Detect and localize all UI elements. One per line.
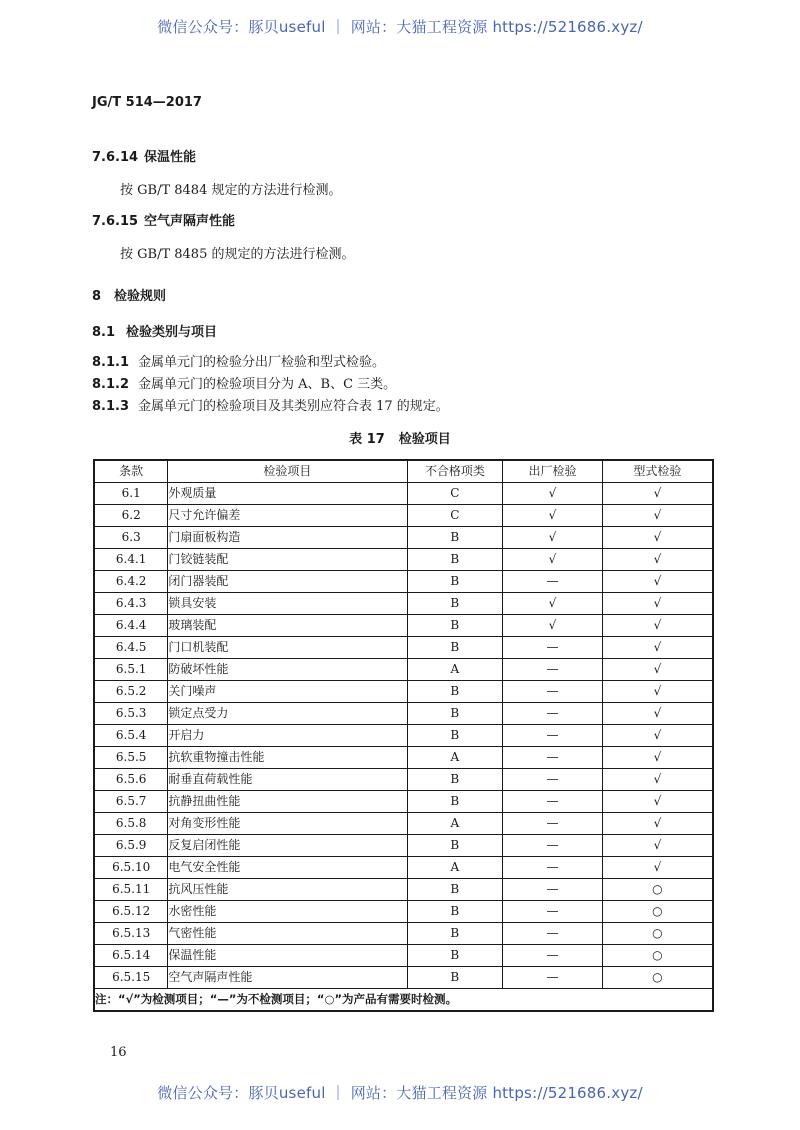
heading-8-1 bbox=[92, 321, 217, 340]
cell-item: 尺寸允许偏差 bbox=[168, 505, 407, 527]
cell-clause: 6.5.3 bbox=[94, 703, 168, 725]
cell-item: 外观质量 bbox=[168, 483, 407, 505]
cell-type-test: √ bbox=[602, 593, 713, 615]
table-row bbox=[94, 637, 713, 659]
heading-7-6-14 bbox=[92, 146, 196, 165]
table-row bbox=[94, 549, 713, 571]
cell-clause: 6.5.11 bbox=[94, 879, 168, 901]
cell-defect-class: B bbox=[407, 571, 503, 593]
cell-defect-class: B bbox=[407, 769, 503, 791]
cell-type-test: √ bbox=[602, 791, 713, 813]
cell-type-test: √ bbox=[602, 637, 713, 659]
header-factory-test: 出厂检验 bbox=[503, 460, 603, 483]
cell-defect-class: B bbox=[407, 615, 503, 637]
cell-factory-test: √ bbox=[503, 505, 603, 527]
cell-type-test: ○ bbox=[602, 967, 713, 989]
heading-number: 7.6.15 bbox=[92, 214, 139, 229]
cell-item: 抗静扭曲性能 bbox=[168, 791, 407, 813]
cell-type-test: √ bbox=[602, 505, 713, 527]
cell-defect-class: A bbox=[407, 747, 503, 769]
cell-type-test: ○ bbox=[602, 901, 713, 923]
cell-defect-class: B bbox=[407, 725, 503, 747]
table-row bbox=[94, 527, 713, 549]
cell-item: 闭门器装配 bbox=[168, 571, 407, 593]
cell-type-test: ○ bbox=[602, 923, 713, 945]
cell-clause: 6.5.2 bbox=[94, 681, 168, 703]
clause-number: 8.1.3 bbox=[92, 399, 130, 414]
cell-defect-class: C bbox=[407, 505, 503, 527]
cell-defect-class: B bbox=[407, 637, 503, 659]
heading-8 bbox=[92, 285, 166, 304]
header-clause: 条款 bbox=[94, 460, 168, 483]
cell-type-test: √ bbox=[602, 483, 713, 505]
cell-factory-test: — bbox=[503, 571, 603, 593]
cell-type-test: ○ bbox=[602, 945, 713, 967]
cell-type-test: √ bbox=[602, 769, 713, 791]
table-row bbox=[94, 769, 713, 791]
cell-type-test: √ bbox=[602, 681, 713, 703]
cell-item: 电气安全性能 bbox=[168, 857, 407, 879]
cell-defect-class: B bbox=[407, 681, 503, 703]
header-type-test: 型式检验 bbox=[602, 460, 713, 483]
cell-factory-test: — bbox=[503, 835, 603, 857]
table-row bbox=[94, 681, 713, 703]
inspection-items-table bbox=[93, 459, 714, 1012]
cell-item: 抗软重物撞击性能 bbox=[168, 747, 407, 769]
watermark-bottom: 微信公众号：豚贝useful ｜ 网站：大猫工程资源 https://521686.xyz/ bbox=[157, 1084, 643, 1102]
table-row bbox=[94, 593, 713, 615]
cell-item: 对角变形性能 bbox=[168, 813, 407, 835]
table-row bbox=[94, 835, 713, 857]
cell-item: 反复启闭性能 bbox=[168, 835, 407, 857]
cell-item: 门扇面板构造 bbox=[168, 527, 407, 549]
cell-type-test: ○ bbox=[602, 879, 713, 901]
cell-defect-class: B bbox=[407, 703, 503, 725]
cell-type-test: √ bbox=[602, 813, 713, 835]
cell-clause: 6.5.14 bbox=[94, 945, 168, 967]
clause-number: 8.1.2 bbox=[92, 377, 130, 392]
clause-8-1-1 bbox=[92, 351, 385, 370]
cell-defect-class: A bbox=[407, 659, 503, 681]
table-label: 表 17 bbox=[349, 432, 385, 447]
clause-text: 金属单元门的检验分出厂检验和型式检验。 bbox=[138, 355, 386, 370]
page-number: 16 bbox=[110, 1045, 127, 1060]
cell-defect-class: B bbox=[407, 901, 503, 923]
table-row bbox=[94, 483, 713, 505]
table-title: 检验项目 bbox=[398, 432, 451, 447]
cell-defect-class: B bbox=[407, 967, 503, 989]
heading-title: 检验类别与项目 bbox=[126, 325, 218, 340]
cell-item: 耐垂直荷载性能 bbox=[168, 769, 407, 791]
cell-type-test: √ bbox=[602, 835, 713, 857]
cell-clause: 6.3 bbox=[94, 527, 168, 549]
cell-factory-test: √ bbox=[503, 527, 603, 549]
table-row bbox=[94, 659, 713, 681]
cell-factory-test: √ bbox=[503, 615, 603, 637]
cell-item: 玻璃装配 bbox=[168, 615, 407, 637]
cell-factory-test: — bbox=[503, 945, 603, 967]
cell-clause: 6.4.4 bbox=[94, 615, 168, 637]
cell-factory-test: — bbox=[503, 681, 603, 703]
cell-item: 门口机装配 bbox=[168, 637, 407, 659]
cell-factory-test: — bbox=[503, 879, 603, 901]
cell-clause: 6.2 bbox=[94, 505, 168, 527]
cell-factory-test: — bbox=[503, 967, 603, 989]
table-row bbox=[94, 505, 713, 527]
cell-defect-class: A bbox=[407, 813, 503, 835]
cell-factory-test: — bbox=[503, 857, 603, 879]
heading-title: 空气声隔声性能 bbox=[144, 214, 236, 229]
cell-type-test: √ bbox=[602, 703, 713, 725]
clause-8-1-2 bbox=[92, 373, 396, 392]
cell-type-test: √ bbox=[602, 725, 713, 747]
cell-item: 气密性能 bbox=[168, 923, 407, 945]
cell-defect-class: B bbox=[407, 945, 503, 967]
table-body bbox=[94, 483, 713, 989]
cell-type-test: √ bbox=[602, 549, 713, 571]
cell-item: 水密性能 bbox=[168, 901, 407, 923]
clause-number: 8.1.1 bbox=[92, 355, 130, 370]
table-row bbox=[94, 857, 713, 879]
cell-factory-test: — bbox=[503, 659, 603, 681]
cell-clause: 6.4.5 bbox=[94, 637, 168, 659]
heading-title: 检验规则 bbox=[114, 289, 167, 304]
cell-clause: 6.5.12 bbox=[94, 901, 168, 923]
cell-clause: 6.5.7 bbox=[94, 791, 168, 813]
cell-type-test: √ bbox=[602, 571, 713, 593]
table-caption bbox=[0, 428, 800, 447]
heading-number: 8 bbox=[92, 289, 102, 304]
cell-factory-test: √ bbox=[503, 549, 603, 571]
table-note: 注：“√”为检测项目；“—”为不检测项目；“○”为产品有需要时检测。 bbox=[94, 989, 713, 1012]
cell-item: 锁具安装 bbox=[168, 593, 407, 615]
table-row bbox=[94, 967, 713, 989]
cell-factory-test: — bbox=[503, 813, 603, 835]
document-code: JG/T 514—2017 bbox=[92, 95, 202, 110]
cell-clause: 6.5.8 bbox=[94, 813, 168, 835]
cell-defect-class: B bbox=[407, 527, 503, 549]
table-row bbox=[94, 945, 713, 967]
cell-type-test: √ bbox=[602, 527, 713, 549]
cell-factory-test: — bbox=[503, 747, 603, 769]
clause-text: 金属单元门的检验项目分为 A、B、C 三类。 bbox=[138, 377, 397, 392]
cell-defect-class: C bbox=[407, 483, 503, 505]
table-row bbox=[94, 725, 713, 747]
paragraph-7-6-14: 按 GB/T 8484 规定的方法进行检测。 bbox=[120, 183, 342, 198]
cell-factory-test: — bbox=[503, 923, 603, 945]
cell-factory-test: — bbox=[503, 901, 603, 923]
watermark-top: 微信公众号：豚贝useful ｜ 网站：大猫工程资源 https://521686.xyz/ bbox=[157, 18, 643, 36]
cell-clause: 6.5.10 bbox=[94, 857, 168, 879]
heading-7-6-15 bbox=[92, 210, 235, 229]
cell-clause: 6.5.4 bbox=[94, 725, 168, 747]
cell-defect-class: B bbox=[407, 923, 503, 945]
cell-item: 锁定点受力 bbox=[168, 703, 407, 725]
cell-defect-class: B bbox=[407, 593, 503, 615]
table-row bbox=[94, 901, 713, 923]
table-row bbox=[94, 571, 713, 593]
cell-clause: 6.4.3 bbox=[94, 593, 168, 615]
cell-factory-test: √ bbox=[503, 483, 603, 505]
table-row bbox=[94, 615, 713, 637]
header-defect-class: 不合格项类 bbox=[407, 460, 503, 483]
table-row bbox=[94, 923, 713, 945]
heading-number: 8.1 bbox=[92, 325, 116, 340]
table-header-row bbox=[94, 460, 713, 483]
cell-clause: 6.5.13 bbox=[94, 923, 168, 945]
cell-factory-test: √ bbox=[503, 593, 603, 615]
cell-clause: 6.5.1 bbox=[94, 659, 168, 681]
cell-defect-class: B bbox=[407, 835, 503, 857]
cell-defect-class: B bbox=[407, 791, 503, 813]
clause-text: 金属单元门的检验项目及其类别应符合表 17 的规定。 bbox=[138, 399, 449, 414]
header-item: 检验项目 bbox=[168, 460, 407, 483]
cell-item: 防破坏性能 bbox=[168, 659, 407, 681]
cell-clause: 6.5.9 bbox=[94, 835, 168, 857]
cell-factory-test: — bbox=[503, 769, 603, 791]
cell-clause: 6.5.15 bbox=[94, 967, 168, 989]
heading-number: 7.6.14 bbox=[92, 150, 139, 165]
cell-item: 关门噪声 bbox=[168, 681, 407, 703]
table-row bbox=[94, 703, 713, 725]
cell-item: 空气声隔声性能 bbox=[168, 967, 407, 989]
cell-item: 开启力 bbox=[168, 725, 407, 747]
paragraph-7-6-15: 按 GB/T 8485 的规定的方法进行检测。 bbox=[120, 247, 355, 262]
cell-type-test: √ bbox=[602, 857, 713, 879]
table-row bbox=[94, 791, 713, 813]
cell-clause: 6.4.2 bbox=[94, 571, 168, 593]
cell-item: 保温性能 bbox=[168, 945, 407, 967]
cell-type-test: √ bbox=[602, 747, 713, 769]
table-note-row bbox=[94, 989, 713, 1012]
cell-type-test: √ bbox=[602, 615, 713, 637]
cell-factory-test: — bbox=[503, 703, 603, 725]
cell-item: 抗风压性能 bbox=[168, 879, 407, 901]
cell-factory-test: — bbox=[503, 725, 603, 747]
cell-clause: 6.5.6 bbox=[94, 769, 168, 791]
cell-factory-test: — bbox=[503, 637, 603, 659]
cell-type-test: √ bbox=[602, 659, 713, 681]
cell-defect-class: A bbox=[407, 857, 503, 879]
table-row bbox=[94, 747, 713, 769]
cell-clause: 6.4.1 bbox=[94, 549, 168, 571]
cell-clause: 6.1 bbox=[94, 483, 168, 505]
cell-defect-class: B bbox=[407, 879, 503, 901]
table-row bbox=[94, 879, 713, 901]
heading-title: 保温性能 bbox=[144, 150, 197, 165]
clause-8-1-3 bbox=[92, 395, 449, 414]
cell-factory-test: — bbox=[503, 791, 603, 813]
cell-clause: 6.5.5 bbox=[94, 747, 168, 769]
table-row bbox=[94, 813, 713, 835]
cell-item: 门铰链装配 bbox=[168, 549, 407, 571]
cell-defect-class: B bbox=[407, 549, 503, 571]
